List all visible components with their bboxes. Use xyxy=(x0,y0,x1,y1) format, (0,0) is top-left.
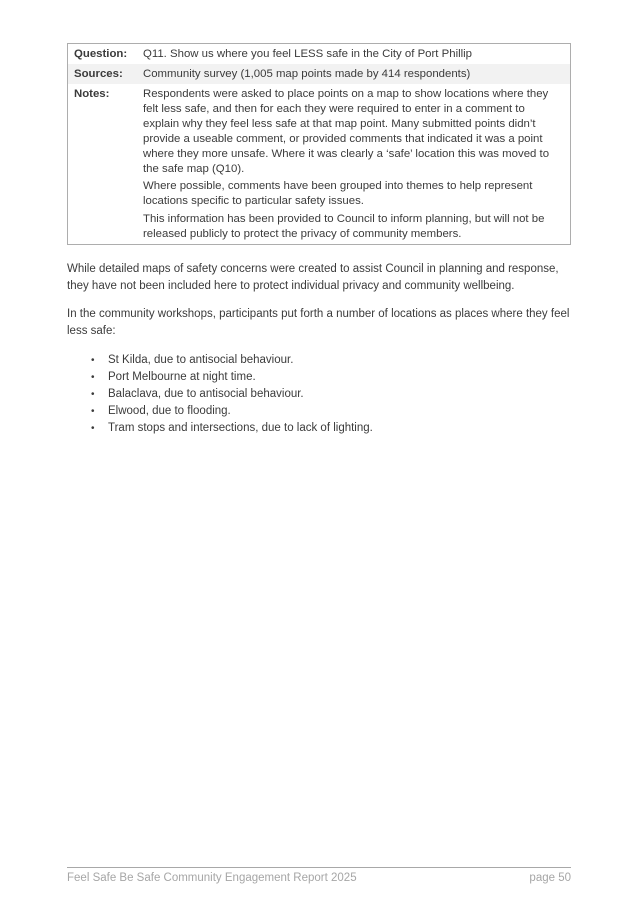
question-row-value: Q11. Show us where you feel LESS safe in the City of Port Phillip xyxy=(143,47,473,60)
footer-page-number: page 50 xyxy=(529,872,571,884)
page-footer xyxy=(67,867,571,886)
sources-row xyxy=(68,64,570,84)
list-item xyxy=(91,420,571,437)
paragraph-workshops-intro: In the community workshops, participants put forth a number of locations as places where they feel less safe: xyxy=(67,308,570,337)
bullet-icon: • xyxy=(91,389,95,400)
question-row-label: Question: xyxy=(74,47,128,60)
bullet-icon: • xyxy=(91,372,95,383)
notes-paragraph: Respondents were asked to place points on a map to show locations where they felt less safe, and then for each they were required to enter in a comment to explain why they feel less safe at that map point. Many submitted points didn’t provide a useable comment, or provided comments that indicated it was a point where they more unsafe. Where it was clearly a ‘safe’ location this was moved to the safe map (Q10). xyxy=(143,87,550,175)
list-item xyxy=(91,403,571,420)
list-item-text: Elwood, due to flooding. xyxy=(108,405,231,417)
body-text xyxy=(67,261,571,437)
bullet-icon: • xyxy=(91,423,95,434)
notes-paragraph: This information has been provided to Council to inform planning, but will not be released publicly to protect the privacy of community members. xyxy=(143,212,545,240)
list-item xyxy=(91,386,571,403)
list-item-text: Tram stops and intersections, due to lack of lighting. xyxy=(108,422,373,434)
list-item xyxy=(91,352,571,369)
bullet-icon: • xyxy=(91,406,95,417)
list-item-text: St Kilda, due to antisocial behaviour. xyxy=(108,354,294,366)
notes-row xyxy=(68,84,570,244)
list-item-text: Port Melbourne at night time. xyxy=(108,371,256,383)
sources-row-label: Sources: xyxy=(74,67,123,80)
question-info-table xyxy=(67,43,571,245)
footer-report-title: Feel Safe Be Safe Community Engagement Report 2025 xyxy=(67,872,357,884)
less-safe-locations-list xyxy=(67,352,571,437)
notes-paragraph: Where possible, comments have been grouped into themes to help represent locations specific to particular safety issues. xyxy=(143,180,533,207)
question-row xyxy=(68,44,570,64)
list-item-text: Balaclava, due to antisocial behaviour. xyxy=(108,388,304,400)
sources-row-value: Community survey (1,005 map points made by 414 respondents) xyxy=(143,67,471,80)
page-content xyxy=(67,43,571,437)
bullet-icon: • xyxy=(91,355,95,366)
notes-row-label: Notes: xyxy=(74,87,110,100)
notes-row-value xyxy=(143,84,570,244)
list-item xyxy=(91,369,571,386)
paragraph-privacy: While detailed maps of safety concerns were created to assist Council in planning and response, they have not been included here to protect individual privacy and community wellbeing. xyxy=(67,263,559,292)
